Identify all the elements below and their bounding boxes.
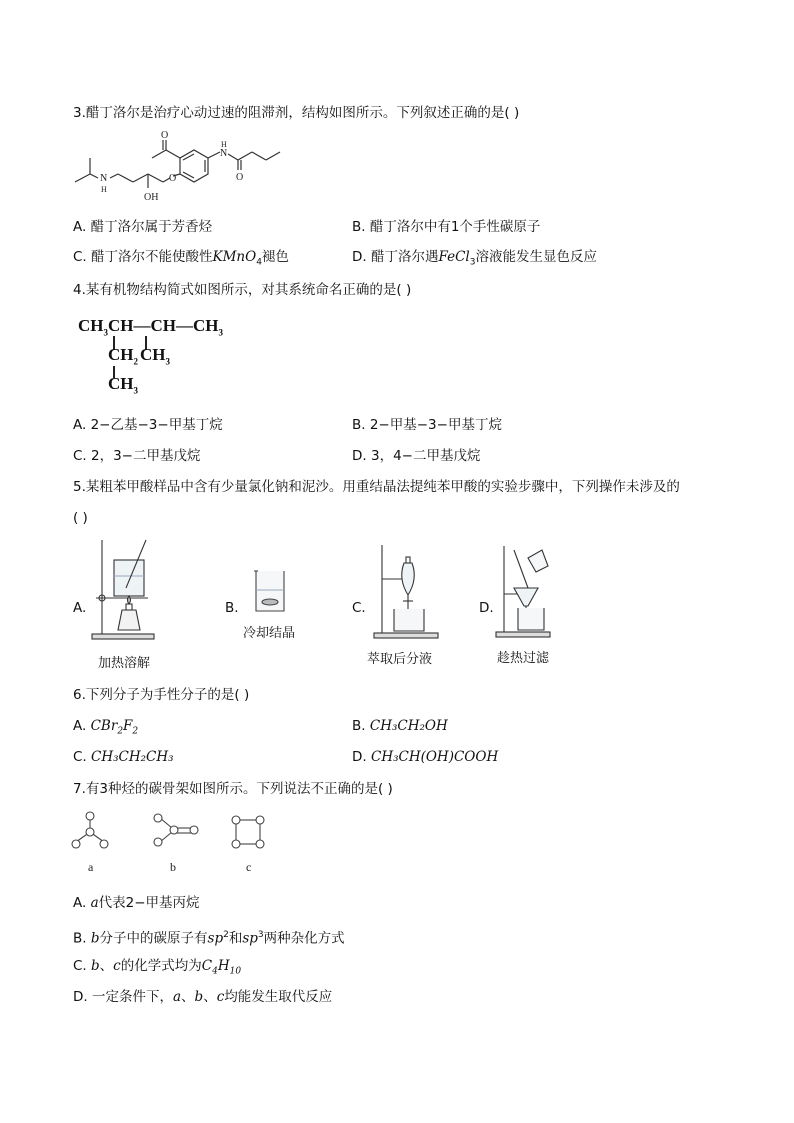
q6-option-c-formula: CH₃CH₂CH₃ xyxy=(91,749,174,765)
q7-c-atom-1 xyxy=(232,816,240,824)
q7-option-d-sep-2: 、 xyxy=(203,989,217,1005)
q3-option-d-sub: 3 xyxy=(469,257,476,268)
q3-option-c-sub: 4 xyxy=(256,257,262,268)
q4-structure-main-chain xyxy=(78,316,223,337)
q4-structure-ch2 xyxy=(108,345,138,366)
q7-option-d-text-1: D. 一定条件下， xyxy=(73,989,173,1005)
q7-c-atom-4 xyxy=(256,840,264,848)
q7-b-atom-2 xyxy=(154,838,162,846)
q3-label-oh: OH xyxy=(144,192,159,203)
q4-ch3-bottom-sub: 3 xyxy=(133,385,138,396)
q3-structure-acebutolol xyxy=(70,130,290,210)
q5-filtration-figure xyxy=(492,544,554,638)
q4-stem: 4.某有机物结构简式如图所示，对其系统命名正确的是( ) xyxy=(73,282,412,298)
q7-option-c[interactable] xyxy=(73,957,241,981)
q7-option-a-letter: A. xyxy=(73,895,91,911)
q6-option-b-letter: B. xyxy=(352,718,370,734)
q7-label-a: a xyxy=(88,860,94,874)
q6-option-a-formula-1: CBr xyxy=(90,718,118,734)
q6-option-d-formula: CH₃CH(OH)COOH xyxy=(370,749,499,765)
q3-option-d-formula: FeCl xyxy=(438,249,470,265)
q3-label-o-ketone: O xyxy=(161,130,169,141)
q7-c-atom-3 xyxy=(232,840,240,848)
q5-heating-apparatus-figure xyxy=(88,538,158,640)
q7-option-c-text: 的化学式均为 xyxy=(120,958,202,974)
q3-option-d-post: 溶液能发生显色反应 xyxy=(475,249,597,265)
q7-option-b[interactable] xyxy=(73,926,345,948)
q3-option-c-post: 褪色 xyxy=(261,249,289,265)
q4-main-chain-rest: CH—CH—CH xyxy=(108,316,219,335)
q4-structure-ch3-bottom xyxy=(108,374,138,395)
q4-ch2: CH xyxy=(108,345,134,364)
q7-option-d-var-b: b xyxy=(194,989,204,1005)
q3-option-a[interactable]: A. 醋丁洛尔属于芳香烃 xyxy=(73,219,213,235)
q7-option-c-var-2: c xyxy=(113,958,121,974)
q7-option-d-sep-1: 、 xyxy=(181,989,195,1005)
q7-a-atom-top xyxy=(86,812,94,820)
q6-option-a-sub-2: 2 xyxy=(132,726,139,737)
q7-option-b-sp3: sp xyxy=(242,930,258,947)
q7-option-b-text-1: 分子中的碳原子有 xyxy=(99,930,208,947)
q5-stem-line2: ( ) xyxy=(73,510,88,526)
q3-label-o-amide: O xyxy=(236,172,244,183)
q7-option-c-sub-1: 4 xyxy=(212,966,218,977)
q3-option-d-text: D. 醋丁洛尔遇 xyxy=(352,249,439,265)
q5-option-a-letter: A. xyxy=(73,600,87,616)
q7-option-a[interactable] xyxy=(73,894,200,912)
q3-label-n-amide: N xyxy=(220,148,228,159)
q4-main-ch3-left-sub: 3 xyxy=(103,327,108,338)
q7-option-b-sp2-sup: 2 xyxy=(223,930,229,940)
q5-separatory-funnel-figure xyxy=(368,543,444,639)
q7-b-atom-3 xyxy=(170,826,178,834)
q3-label-o-ether: O xyxy=(169,173,177,184)
q4-main-ch3-right-sub: 3 xyxy=(218,327,223,338)
q4-option-b[interactable]: B. 2−甲基−3−甲基丁烷 xyxy=(352,417,502,433)
q3-option-c[interactable] xyxy=(73,248,289,272)
q4-ch3-branch-sub: 3 xyxy=(165,356,170,367)
q3-label-h-amide: H xyxy=(221,140,227,149)
q4-option-a[interactable]: A. 2−乙基−3−甲基丁烷 xyxy=(73,417,223,433)
q4-main-ch3-left: CH xyxy=(78,316,104,335)
q6-option-a-letter: A. xyxy=(73,718,91,734)
q7-b-atom-1 xyxy=(154,814,162,822)
q3-option-c-text: C. 醋丁洛尔不能使酸性 xyxy=(73,249,213,265)
q5-option-b-letter: B. xyxy=(225,600,239,616)
q7-option-b-letter: B. xyxy=(73,930,91,947)
q7-c-atom-2 xyxy=(256,816,264,824)
q5-option-d-caption: 趁热过滤 xyxy=(497,651,550,666)
q7-a-atom-left xyxy=(72,840,80,848)
q5-option-a-caption: 加热溶解 xyxy=(98,656,151,671)
q7-option-b-sp2: sp xyxy=(207,930,224,947)
q7-a-atom-right xyxy=(100,840,108,848)
q5-beaker-figure xyxy=(252,568,288,614)
q7-option-c-var-1: b xyxy=(91,958,100,974)
q6-option-c[interactable] xyxy=(73,748,174,766)
q7-stem: 7.有3种烃的碳骨架如图所示。下列说法不正确的是( ) xyxy=(73,781,393,797)
q7-option-c-sub-2: 10 xyxy=(229,966,242,977)
q7-option-b-var: b xyxy=(90,930,100,947)
q4-ch3-branch: CH xyxy=(140,345,166,364)
q5-stem-line1: 5.某粗苯甲酸样品中含有少量氯化钠和泥沙。用重结晶法提纯苯甲酸的实验步骤中，下列操作未涉及的 xyxy=(73,479,680,495)
q6-option-b-formula: CH₃CH₂OH xyxy=(369,718,448,734)
q3-option-c-formula: KMnO xyxy=(212,249,257,265)
q5-option-b-caption: 冷却结晶 xyxy=(243,626,296,641)
q7-option-d-var-a: a xyxy=(172,989,182,1005)
q7-label-b: b xyxy=(170,860,176,874)
q3-label-h-amine: H xyxy=(101,185,107,194)
q6-option-a[interactable] xyxy=(73,717,138,741)
q6-option-c-letter: C. xyxy=(73,749,92,765)
q4-option-d[interactable]: D. 3，4−二甲基戊烷 xyxy=(352,448,481,464)
q6-option-a-formula-2: F xyxy=(123,718,133,734)
q7-option-b-text-2: 两种杂化方式 xyxy=(263,930,345,947)
q6-option-a-sub-1: 2 xyxy=(117,726,124,737)
q3-option-b[interactable]: B. 醋丁洛尔中有1个手性碳原子 xyxy=(352,219,541,235)
q3-stem: 3.醋丁洛尔是治疗心动过速的阻滞剂，结构如图所示。下列叙述正确的是( ) xyxy=(73,105,520,121)
q7-option-c-sep: 、 xyxy=(99,958,114,974)
q7-b-atom-4 xyxy=(190,826,198,834)
q7-a-atom-center xyxy=(86,828,94,836)
q6-stem: 6.下列分子为手性分子的是( ) xyxy=(73,687,250,703)
q7-option-c-letter: C. xyxy=(73,958,92,974)
q7-option-a-text: 代表2−甲基丙烷 xyxy=(98,895,200,911)
q7-option-c-formula-c: C xyxy=(201,958,213,974)
q5-option-c-caption: 萃取后分液 xyxy=(367,652,433,667)
q7-option-d[interactable] xyxy=(73,988,332,1006)
q3-option-d[interactable] xyxy=(352,248,597,272)
q6-option-d[interactable] xyxy=(352,748,498,766)
q7-option-d-text-2: 均能发生取代反应 xyxy=(224,989,333,1005)
q4-ch3-bottom: CH xyxy=(108,374,134,393)
q7-label-c: c xyxy=(246,860,252,874)
q5-option-c-letter: C. xyxy=(352,600,366,616)
q6-option-d-letter: D. xyxy=(352,749,371,765)
q4-ch2-sub: 2 xyxy=(133,356,138,367)
q7-carbon-skeletons xyxy=(68,808,278,878)
q7-option-a-var: a xyxy=(90,895,99,911)
q7-option-b-and: 和 xyxy=(228,930,243,947)
q7-option-b-sp3-sup: 3 xyxy=(257,930,264,940)
q6-option-b[interactable] xyxy=(352,717,448,735)
q5-option-d-letter: D. xyxy=(479,600,494,616)
q7-option-d-var-c: c xyxy=(216,989,225,1005)
q7-option-c-formula-h: H xyxy=(217,958,230,974)
q4-structure-ch3-branch xyxy=(140,345,170,366)
q3-label-n-amine: N xyxy=(100,173,108,184)
q4-option-c[interactable]: C. 2，3−二甲基戊烷 xyxy=(73,448,201,464)
